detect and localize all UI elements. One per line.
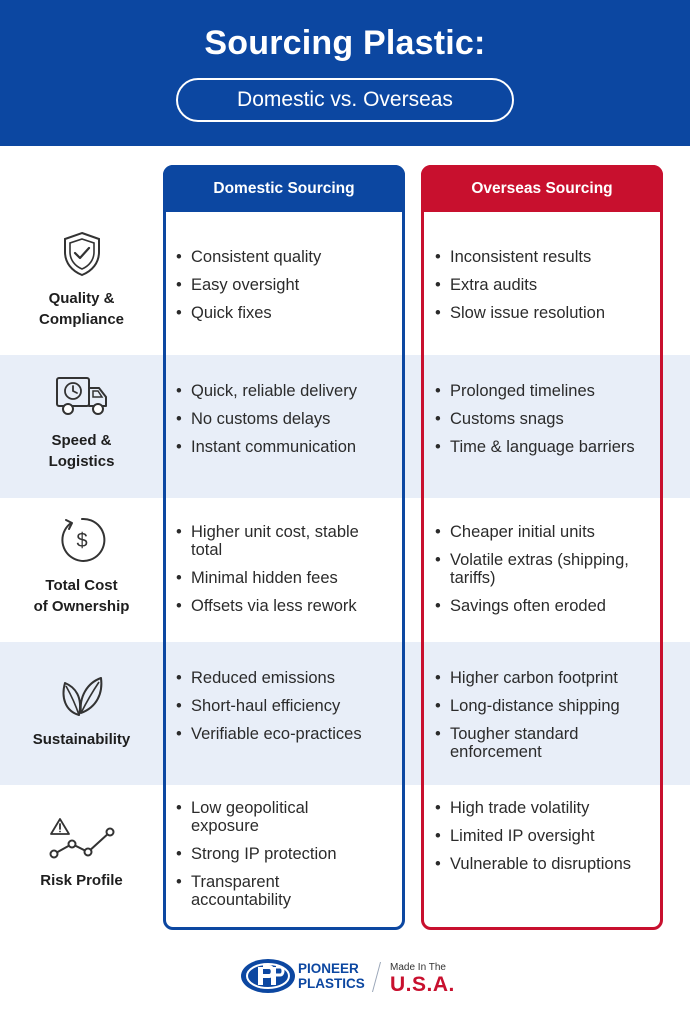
list-item: • Strong IP protection: [176, 845, 366, 863]
list-item: • Minimal hidden fees: [176, 569, 376, 587]
brand-name: [298, 961, 365, 991]
row-label-risk: [0, 816, 163, 891]
domestic-speed-list: [176, 382, 402, 466]
list-item: • Customs snags: [435, 410, 635, 428]
row-label-sustainability: [0, 673, 163, 750]
list-item: • Long-distance shipping: [435, 697, 655, 715]
list-item: • Verifiable eco-practices: [176, 725, 402, 743]
list-item: • High trade volatility: [435, 799, 635, 817]
list-item: • Transparent accountability: [176, 873, 366, 909]
leaves-icon: [57, 673, 107, 719]
delivery-truck-clock-icon: [54, 374, 110, 420]
list-item: • Limited IP oversight: [435, 827, 635, 845]
list-item: • Quick, reliable delivery: [176, 382, 402, 400]
domestic-column-header: Domestic Sourcing: [163, 165, 405, 212]
list-item: • Savings often eroded: [435, 597, 635, 615]
list-item: • Tougher standard enforcement: [435, 725, 655, 761]
subtitle-pill: Domestic vs. Overseas: [176, 78, 514, 122]
header-banner: [0, 0, 690, 146]
row-title-line: Sustainability: [32, 731, 131, 748]
list-item: • Instant communication: [176, 438, 402, 456]
overseas-quality-list: [435, 248, 661, 332]
overseas-speed-list: [435, 382, 635, 466]
row-title-line: Compliance: [38, 311, 125, 328]
list-item: • Easy oversight: [176, 276, 402, 294]
footer: [0, 958, 690, 998]
list-item: • Offsets via less rework: [176, 597, 376, 615]
svg-text:$: $: [75, 530, 88, 552]
list-item: • Volatile extras (shipping, tariffs): [435, 551, 635, 587]
list-item: • Slow issue resolution: [435, 304, 661, 322]
domestic-cost-list: [176, 523, 376, 625]
footer-divider: [372, 962, 381, 992]
row-title-line: Logistics: [48, 453, 115, 470]
overseas-column-header: Overseas Sourcing: [421, 165, 663, 212]
row-title-line: Speed &: [51, 432, 112, 449]
list-item: • Low geopolitical exposure: [176, 799, 366, 835]
made-in-label: Made In The: [390, 962, 446, 973]
list-item: • Higher unit cost, stable total: [176, 523, 376, 559]
domestic-quality-list: [176, 248, 402, 332]
pioneer-plastics-logo-icon: [240, 958, 296, 994]
domestic-risk-list: [176, 799, 366, 919]
overseas-cost-list: [435, 523, 635, 625]
warning-trend-icon: [46, 816, 118, 860]
list-item: • Vulnerable to disruptions: [435, 855, 635, 873]
brand-line: PLASTICS: [298, 976, 365, 991]
list-item: • Quick fixes: [176, 304, 402, 322]
usa-label: U.S.A.: [390, 973, 455, 996]
list-item: • Time & language barriers: [435, 438, 635, 456]
brand-line: PIONEER: [298, 961, 359, 976]
overseas-sustainability-list: [435, 669, 655, 771]
list-item: • No customs delays: [176, 410, 402, 428]
domestic-sustainability-list: [176, 669, 402, 753]
list-item: • Prolonged timelines: [435, 382, 635, 400]
page-title: Sourcing Plastic:: [204, 24, 486, 62]
shield-check-icon: [59, 230, 105, 278]
row-label-cost: [0, 515, 163, 617]
dollar-cycle-icon: [57, 515, 107, 565]
list-item: • Reduced emissions: [176, 669, 402, 687]
row-label-quality: [0, 230, 163, 330]
list-item: • Cheaper initial units: [435, 523, 635, 541]
overseas-risk-list: [435, 799, 635, 883]
row-title-line: Total Cost: [45, 577, 118, 594]
row-label-speed: [0, 374, 163, 472]
list-item: • Consistent quality: [176, 248, 402, 266]
list-item: • Short-haul efficiency: [176, 697, 402, 715]
list-item: • Inconsistent results: [435, 248, 661, 266]
row-title-line: of Ownership: [33, 598, 130, 615]
row-title-line: Risk Profile: [40, 872, 123, 889]
row-title-line: Quality &: [48, 290, 115, 307]
list-item: • Higher carbon footprint: [435, 669, 655, 687]
list-item: • Extra audits: [435, 276, 661, 294]
